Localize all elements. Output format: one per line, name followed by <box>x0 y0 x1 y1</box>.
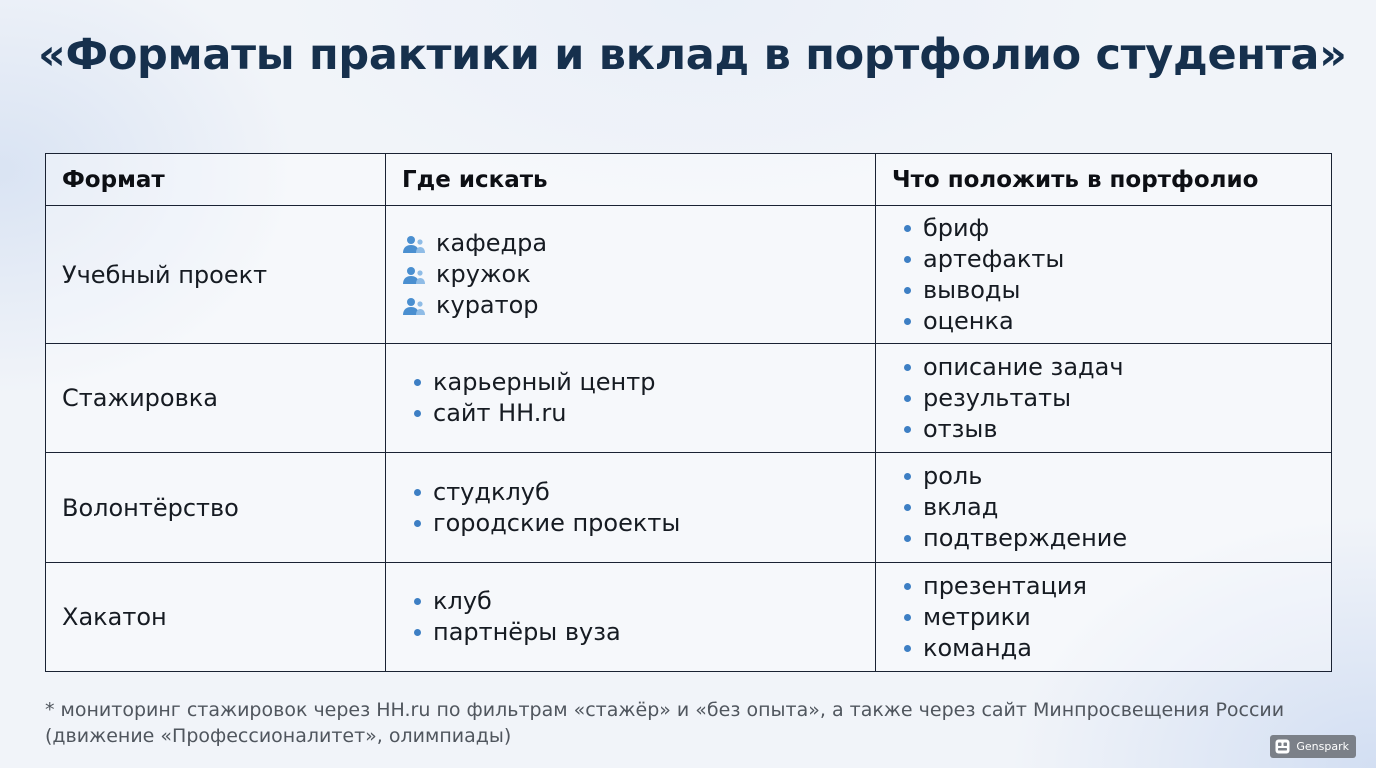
list-item-label: партнёры вуза <box>433 618 621 646</box>
bullet-icon <box>414 489 421 496</box>
list-item <box>892 492 1315 523</box>
list-item <box>892 523 1315 554</box>
user-icon <box>402 234 426 254</box>
list-item-label: выводы <box>923 275 1021 304</box>
list-item-label: описание задач <box>923 352 1124 381</box>
where-cell <box>386 453 876 563</box>
table-row <box>46 206 1332 344</box>
table-row <box>46 344 1332 453</box>
what-cell <box>876 563 1332 672</box>
list-item-label: отзыв <box>923 414 998 443</box>
bullet-icon <box>904 535 911 542</box>
bullet-icon <box>904 645 911 652</box>
what-cell <box>876 206 1332 344</box>
header-where: Где искать <box>386 154 876 206</box>
list-item-label: карьерный центр <box>433 368 656 396</box>
list-item <box>402 228 859 259</box>
list-item <box>892 571 1315 602</box>
list-item-label: городские проекты <box>433 508 681 537</box>
bullet-icon <box>904 473 911 480</box>
list-item <box>892 602 1315 633</box>
header-what: Что положить в портфолио <box>876 154 1332 206</box>
slide-title: «Форматы практики и вклад в портфолио студента» <box>38 30 1347 80</box>
list-item-label: кафедра <box>436 229 548 257</box>
list-item <box>892 275 1315 306</box>
list-item-label: оценка <box>923 306 1014 335</box>
bullet-icon <box>414 520 421 527</box>
what-list <box>892 213 1315 337</box>
bullet-icon <box>904 614 911 621</box>
list-item-label: роль <box>923 462 983 490</box>
bullet-icon <box>904 287 911 294</box>
format-cell: Учебный проект <box>46 206 386 344</box>
bullet-icon <box>904 318 911 325</box>
list-item-label: сайт HH.ru <box>433 399 567 427</box>
list-item-label: студклуб <box>433 477 550 506</box>
list-item-label: метрики <box>923 602 1031 631</box>
list-item-label: кружок <box>436 260 531 288</box>
header-format: Формат <box>46 154 386 206</box>
list-item <box>892 213 1315 244</box>
user-icon <box>402 296 426 316</box>
user-icon <box>402 265 426 285</box>
where-cell <box>386 563 876 672</box>
list-item <box>402 477 859 508</box>
list-item-label: презентация <box>923 571 1087 600</box>
where-list <box>402 586 859 648</box>
footnote: * мониторинг стажировок через HH.ru по фильтрам «стажёр» и «без опыта», а также через сайт Минпросвещения России (движение «Профессионалитет», олимпиады) <box>45 699 1285 747</box>
what-list <box>892 571 1315 664</box>
where-cell <box>386 206 876 344</box>
list-item-label: вклад <box>923 493 999 521</box>
format-cell: Стажировка <box>46 344 386 453</box>
table-row <box>46 563 1332 672</box>
list-item-label: команда <box>923 633 1032 662</box>
where-list <box>402 477 859 539</box>
bullet-icon <box>414 410 421 417</box>
badge-label: Genspark <box>1296 740 1349 753</box>
list-item-label: клуб <box>433 587 492 615</box>
list-item <box>402 367 859 398</box>
bullet-icon <box>904 504 911 511</box>
list-item <box>402 290 859 321</box>
list-item <box>892 633 1315 664</box>
bullet-icon <box>904 395 911 402</box>
genspark-badge[interactable] <box>1270 735 1356 758</box>
where-list <box>402 228 859 321</box>
list-item <box>892 383 1315 414</box>
bullet-icon <box>414 598 421 605</box>
bullet-icon <box>904 225 911 232</box>
list-item <box>402 259 859 290</box>
list-item-label: результаты <box>923 383 1072 412</box>
what-list <box>892 352 1315 445</box>
bullet-icon <box>904 583 911 590</box>
bullet-icon <box>904 426 911 433</box>
list-item-label: куратор <box>436 291 539 319</box>
list-item-label: артефакты <box>923 244 1065 273</box>
list-item <box>892 352 1315 383</box>
genspark-logo-icon <box>1275 739 1290 754</box>
list-item <box>402 586 859 617</box>
list-item <box>892 244 1315 275</box>
list-item <box>892 306 1315 337</box>
where-list <box>402 367 859 429</box>
what-cell <box>876 453 1332 563</box>
list-item <box>402 398 859 429</box>
list-item <box>402 617 859 648</box>
bullet-icon <box>904 364 911 371</box>
what-list <box>892 461 1315 554</box>
list-item-label: бриф <box>923 213 990 242</box>
bullet-icon <box>414 379 421 386</box>
bullet-icon <box>904 256 911 263</box>
list-item <box>892 414 1315 445</box>
list-item <box>892 461 1315 492</box>
format-cell: Хакатон <box>46 563 386 672</box>
table-row <box>46 453 1332 563</box>
list-item-label: подтверждение <box>923 524 1128 552</box>
table-header-row <box>46 154 1332 206</box>
where-cell <box>386 344 876 453</box>
formats-table <box>45 153 1332 672</box>
bullet-icon <box>414 629 421 636</box>
list-item <box>402 508 859 539</box>
format-cell: Волонтёрство <box>46 453 386 563</box>
what-cell <box>876 344 1332 453</box>
